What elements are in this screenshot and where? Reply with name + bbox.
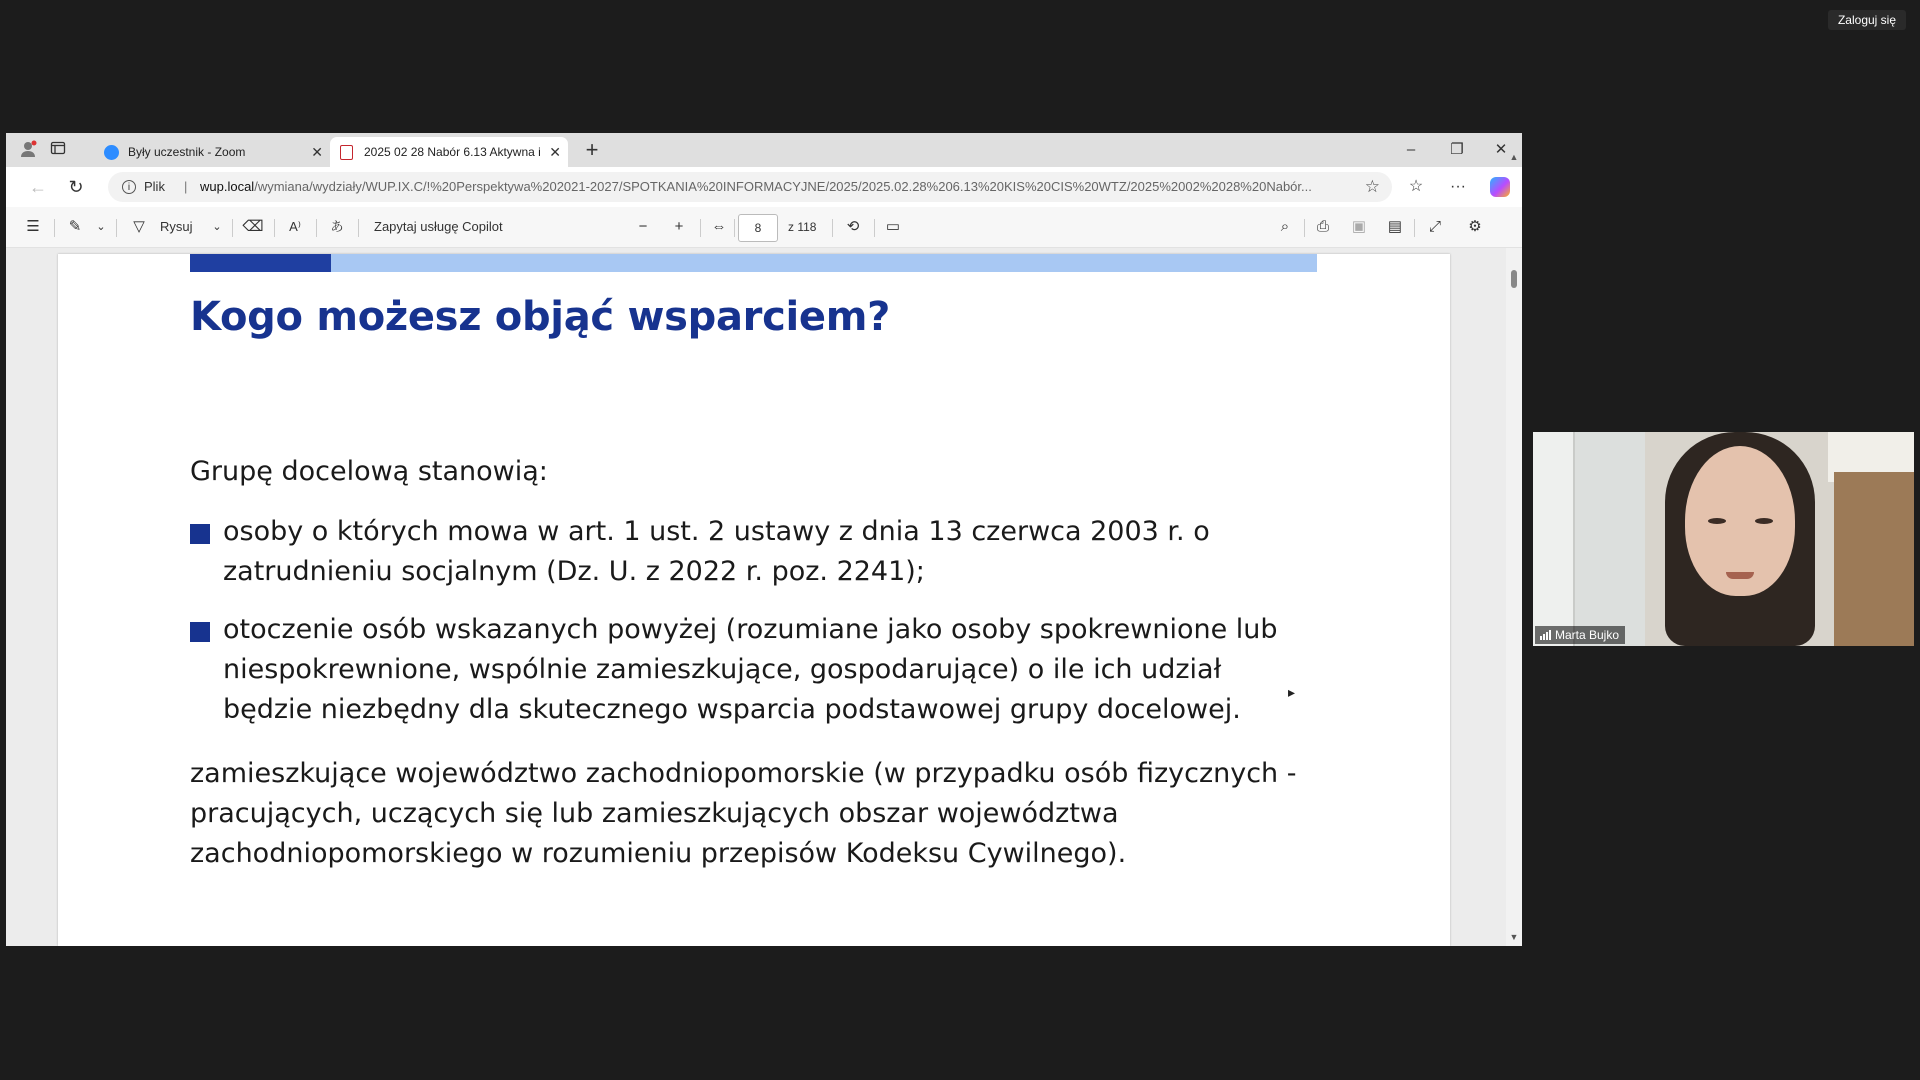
participant-video[interactable] [1533, 432, 1914, 646]
sign-in-button[interactable]: Zaloguj się [1828, 10, 1906, 30]
tab-title: 2025 02 28 Nabór 6.13 Aktywna i [364, 145, 541, 159]
video-background [1573, 432, 1645, 646]
highlight-icon[interactable]: ✎ [68, 218, 82, 235]
slide-accent-bar-dark [190, 254, 331, 272]
bullet-text: osoby o których mowa w art. 1 ust. 2 ustawy z dnia 13 czerwca 2003 r. o zatrudnieniu socjalnym (Dz. U. z 2022 r. poz. 2241); [223, 516, 1210, 587]
chevron-down-icon[interactable]: ⌄ [212, 221, 222, 233]
divider [832, 219, 833, 237]
back-icon[interactable]: ← [29, 177, 47, 197]
rotate-icon[interactable]: ⟲ [846, 218, 860, 235]
info-icon[interactable]: i [122, 180, 136, 194]
url-scheme-label: Plik [144, 179, 165, 194]
divider [316, 219, 317, 237]
zoom-favicon-icon [104, 145, 119, 160]
settings-icon[interactable]: ⚙ [1468, 218, 1482, 235]
slide-accent-bar-light [331, 254, 1317, 272]
workspaces-icon[interactable] [48, 140, 68, 160]
url-separator: | [184, 179, 188, 194]
close-icon[interactable]: ✕ [549, 144, 561, 160]
pdf-page [58, 254, 1450, 946]
profile-icon[interactable] [18, 140, 38, 160]
favorites-icon[interactable]: ☆ [1408, 178, 1424, 195]
read-aloud-icon[interactable]: A⁾ [289, 219, 301, 234]
copilot-ask-button[interactable]: Zapytaj usługę Copilot [374, 219, 503, 234]
participant-mouth [1726, 572, 1754, 579]
fit-width-icon[interactable]: ⇔ [711, 218, 727, 235]
divider [700, 219, 701, 237]
page-number-input[interactable]: 8 [738, 214, 778, 242]
divider [232, 219, 233, 237]
tab-pdf[interactable] [330, 137, 568, 167]
slide-intro: Grupę docelową stanowią: [190, 456, 548, 487]
signal-strength-icon [1540, 630, 1552, 640]
minimize-icon[interactable]: – [1406, 141, 1416, 158]
close-icon[interactable]: ✕ [311, 144, 323, 160]
divider [54, 219, 55, 237]
eraser-icon[interactable]: ⌫ [242, 218, 264, 235]
copilot-icon[interactable] [1490, 177, 1510, 197]
divider [274, 219, 275, 237]
mouse-cursor-icon: ▸ [1288, 684, 1296, 700]
participant-eye [1755, 518, 1773, 524]
draw-icon[interactable]: ▽ [133, 218, 145, 235]
save-as-icon[interactable]: ▤ [1387, 218, 1403, 235]
tab-title: Były uczestnik - Zoom [128, 145, 246, 159]
pdf-favicon-icon [340, 145, 353, 160]
print-icon[interactable]: ⎙ [1316, 218, 1329, 235]
fullscreen-icon[interactable]: ⤢ [1428, 218, 1441, 235]
scroll-down-icon[interactable]: ▼ [1509, 932, 1519, 942]
chevron-down-icon[interactable]: ⌄ [96, 221, 106, 233]
refresh-icon[interactable]: ↻ [68, 177, 84, 197]
participant-name: Marta Bujko [1555, 628, 1620, 642]
slide-paragraph: zamieszkujące województwo zachodniopomorskie (w przypadku osób fizycznych - pracujących, uczących się lub zamieszkujących obszar województwa zachodniopomorskiego w rozumieniu przepisów Kodeksu Cywilnego). [190, 758, 1297, 869]
bullet-marker [190, 622, 210, 642]
star-icon[interactable]: ☆ [1364, 177, 1380, 196]
zoom-in-icon[interactable]: + [674, 218, 684, 235]
divider [874, 219, 875, 237]
new-tab-icon[interactable]: + [585, 137, 599, 162]
scroll-thumb[interactable] [1511, 270, 1517, 288]
divider [116, 219, 117, 237]
video-background [1834, 472, 1914, 646]
contents-icon[interactable]: ☰ [26, 218, 40, 235]
pdf-viewer[interactable] [6, 248, 1522, 946]
vertical-scrollbar[interactable] [1506, 152, 1522, 946]
url-field[interactable] [108, 172, 1392, 202]
divider [1414, 219, 1415, 237]
draw-label[interactable]: Rysuj [160, 219, 193, 234]
tab-bar [6, 133, 1522, 167]
zoom-out-icon[interactable]: − [638, 218, 648, 235]
bullet-text: otoczenie osób wskazanych powyżej (rozumiane jako osoby spokrewnione lub niespokrewnione, wspólnie zamieszkujące, gospodarujące) o ile ich udział będzie niezbędny dla skutecznego wsparcia podstawowej grupy docelowej. [223, 614, 1278, 725]
bullet-marker [190, 524, 210, 544]
participant-eye [1708, 518, 1726, 524]
browser-window [6, 133, 1522, 946]
divider [734, 219, 735, 237]
more-icon[interactable]: ··· [1450, 178, 1466, 195]
restore-icon[interactable]: ❐ [1450, 141, 1464, 158]
translate-icon[interactable]: あ [330, 219, 344, 234]
scroll-up-icon[interactable]: ▲ [1509, 152, 1519, 162]
close-window-icon[interactable]: ✕ [1494, 141, 1508, 158]
pdf-toolbar [6, 207, 1522, 248]
divider [1304, 219, 1305, 237]
slide-heading: Kogo możesz objąć wsparciem? [190, 294, 890, 340]
url-text [200, 172, 1344, 202]
save-icon[interactable]: ▣ [1351, 218, 1367, 235]
address-bar [6, 167, 1522, 207]
participant-nameplate [1535, 626, 1625, 644]
search-icon[interactable]: ⌕ [1280, 218, 1290, 235]
page-count: z 118 [788, 220, 817, 234]
divider [358, 219, 359, 237]
url-path: /wymiana/wydziały/WUP.IX.C/!%20Perspektywa%202021-2027/SPOTKANIA%20INFORMACYJNE/2025/2025.02.28%206.13%20KIS%20CIS%20WTZ/2025%2002%2028%20Nabór... [254, 179, 1312, 194]
page-view-icon[interactable]: ▭ [885, 218, 901, 235]
url-host: wup.local [200, 179, 255, 194]
tab-zoom[interactable] [94, 137, 330, 167]
